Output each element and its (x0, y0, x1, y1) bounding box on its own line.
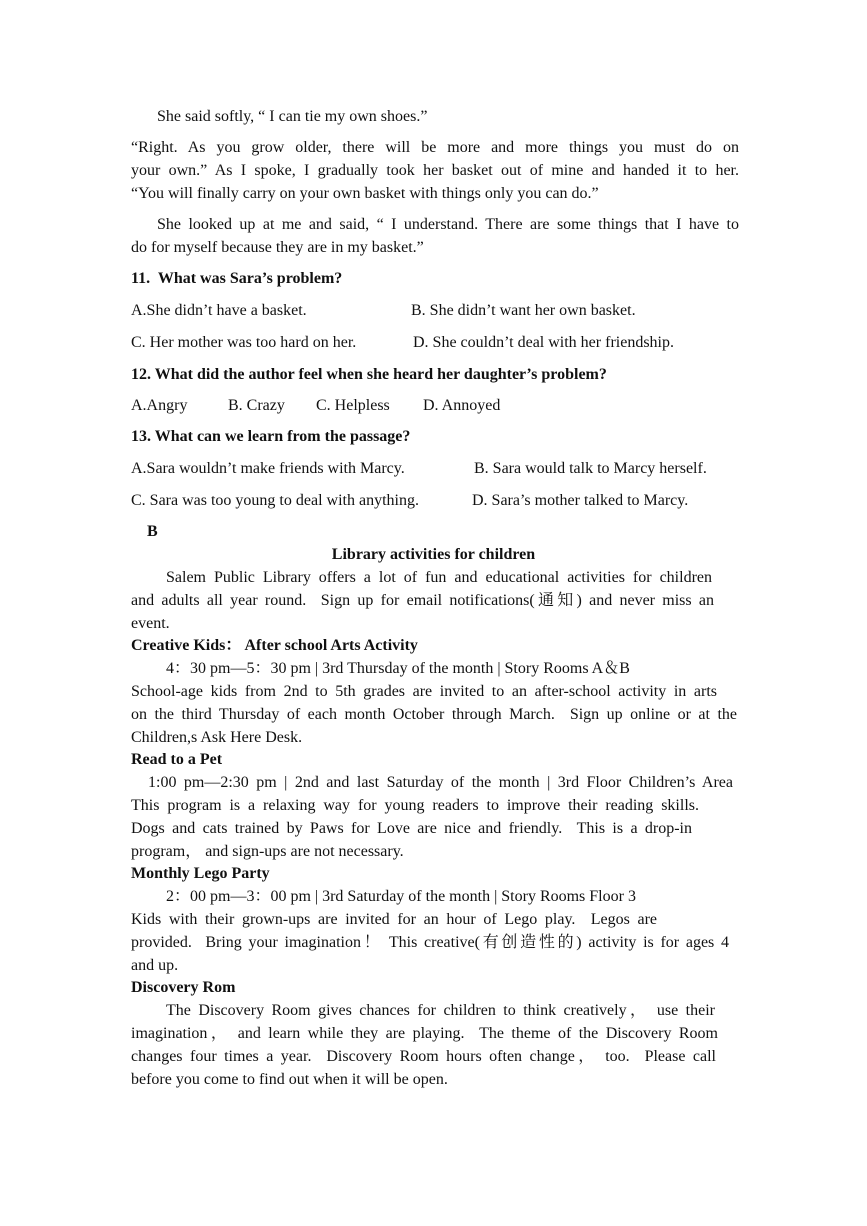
story-line: “Right. As you grow older, there will be more and more things you must do on (131, 139, 739, 156)
answer-option[interactable]: D. Sara’s mother talked to Marcy. (472, 492, 689, 509)
activity-text: before you come to find out when it will be open. (131, 1071, 448, 1088)
activity-text: The Discovery Room gives chances for children to think creatively， use their (166, 1002, 715, 1019)
activity-text: and up. (131, 957, 179, 974)
question-stem: 12. What did the author feel when she heard her daughter’s problem? (131, 366, 607, 383)
activity-text: on the third Thursday of each month October through March. Sign up online or at the (131, 706, 737, 723)
answer-option[interactable]: C. Her mother was too hard on her. (131, 334, 357, 351)
story-line: She said softly, “ I can tie my own shoes.” (157, 108, 428, 125)
answer-option[interactable]: B. Sara would talk to Marcy herself. (474, 460, 707, 477)
activity-time: 4：30 pm—5：30 pm | 3rd Thursday of the month | Story Rooms A＆B (166, 660, 630, 677)
answer-option[interactable]: A.Sara wouldn’t make friends with Marcy. (131, 460, 405, 477)
activity-heading: Monthly Lego Party (131, 865, 270, 882)
section-label: B (147, 523, 158, 540)
section-title: Library activities for children (331, 546, 536, 563)
activity-text: School-age kids from 2nd to 5th grades are invited to an after-school activity in arts (131, 683, 717, 700)
intro-line: and adults all year round. Sign up for email notifications(通知) and never miss an (131, 592, 714, 609)
intro-line: Salem Public Library offers a lot of fun and educational activities for children (166, 569, 712, 586)
activity-heading: Creative Kids： After school Arts Activity (131, 637, 418, 654)
activity-text: This program is a relaxing way for young readers to improve their reading skills. (131, 797, 699, 814)
activity-time: 1:00 pm—2:30 pm | 2nd and last Saturday of the month | 3rd Floor Children’s Area (148, 774, 733, 791)
question-stem: 13. What can we learn from the passage? (131, 428, 411, 445)
activity-heading: Read to a Pet (131, 751, 223, 768)
activity-text: Dogs and cats trained by Paws for Love are nice and friendly. This is a drop-in (131, 820, 692, 837)
activity-text: Kids with their grown-ups are invited for an hour of Lego play. Legos are (131, 911, 657, 928)
answer-option[interactable]: B. Crazy (228, 397, 285, 414)
activity-heading: Discovery Rom (131, 979, 236, 996)
answer-option[interactable]: B. She didn’t want her own basket. (411, 302, 636, 319)
story-line: do for myself because they are in my basket.” (131, 239, 424, 256)
activity-time: 2：00 pm—3：00 pm | 3rd Saturday of the month | Story Rooms Floor 3 (166, 888, 636, 905)
activity-text: program， and sign-ups are not necessary. (131, 843, 404, 860)
story-line: your own.” As I spoke, I gradually took her basket out of mine and handed it to her. (131, 162, 739, 179)
answer-option[interactable]: A.She didn’t have a basket. (131, 302, 307, 319)
activity-text: Children,s Ask Here Desk. (131, 729, 303, 746)
question-stem: 11. What was Sara’s problem? (131, 270, 343, 287)
intro-line: event. (131, 615, 170, 632)
activity-text: provided. Bring your imagination！ This creative(有创造性的) activity is for ages 4 (131, 934, 729, 951)
activity-text: changes four times a year. Discovery Room hours often change， too. Please call (131, 1048, 716, 1065)
answer-option[interactable]: D. She couldn’t deal with her friendship. (413, 334, 674, 351)
answer-option[interactable]: D. Annoyed (423, 397, 501, 414)
answer-option[interactable]: C. Helpless (316, 397, 390, 414)
story-line: She looked up at me and said, “ I understand. There are some things that I have to (157, 216, 739, 233)
answer-option[interactable]: C. Sara was too young to deal with anything. (131, 492, 419, 509)
activity-text: imagination， and learn while they are playing. The theme of the Discovery Room (131, 1025, 718, 1042)
story-line: “You will finally carry on your own basket with things only you can do.” (131, 185, 599, 202)
answer-option[interactable]: A.Angry (131, 397, 188, 414)
